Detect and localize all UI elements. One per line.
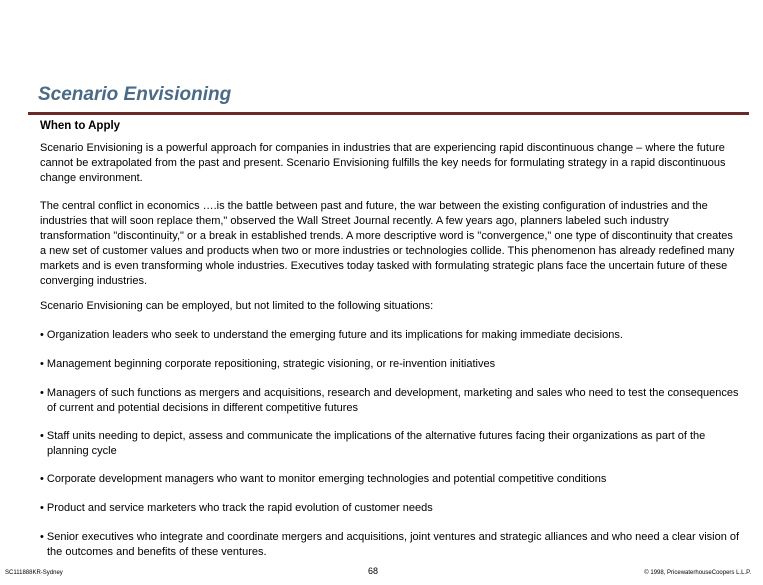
bullet-item: • Managers of such functions as mergers and acquisitions, research and development, marketing and sales who need to test the consequences of current and potential decisions in different competitive futures (40, 387, 739, 414)
title-divider (28, 112, 749, 115)
intro-paragraph: Scenario Envisioning is a powerful approach for companies in industries that are experiencing rapid discontinuous change – where the future cannot be extrapolated from the past and present. Scenario Envisioning fulfills the key needs for formulating strategy in a rapid discontinuous change environment. (40, 142, 726, 184)
bullet-item: • Senior executives who integrate and coordinate mergers and acquisitions, joint ventures and strategic alliances and who need a clear vision of the outcomes and benefits of these ventures. (40, 531, 740, 558)
page-number: 68 (368, 566, 379, 576)
situations-intro: Scenario Envisioning can be employed, but not limited to the following situations: (40, 300, 434, 312)
bullet-item: • Product and service marketers who track the rapid evolution of customer needs (40, 502, 433, 514)
footer-copyright: © 1998, PricewaterhouseCoopers L.L.P. (644, 570, 751, 576)
conflict-paragraph: The central conflict in economics ….is the battle between past and future, the war between the existing configuration of industries and the industries that will soon replace them," observed the Wall Street Journal recently. A few years ago, planners labeled such industry transformation "discontinuity," or a break in established trends. A more descriptive word is "convergence," one type of discontinuity that creates a new set of customer values and products when two or more industries or technologies collide. This phenomenon has already redefined many markets and is even transforming whole industries. Executives today tasked with formulating strategic plans face the uncertain future of these converging industries. (40, 200, 735, 287)
bullet-item: • Management beginning corporate repositioning, strategic visioning, or re-invention initiatives (40, 358, 496, 370)
bullet-item: • Corporate development managers who want to monitor emerging technologies and potential competitive conditions (40, 473, 607, 485)
footer-document-code: SC111888KR-Sydney (5, 570, 63, 576)
bullet-item: • Staff units needing to depict, assess and communicate the implications of the alternative futures facing their organizations as part of the planning cycle (40, 430, 706, 457)
page-title: Scenario Envisioning (38, 84, 232, 105)
bullet-item: • Organization leaders who seek to understand the emerging future and its implications for making immediate decisions. (40, 329, 623, 341)
section-heading: When to Apply (40, 120, 121, 132)
